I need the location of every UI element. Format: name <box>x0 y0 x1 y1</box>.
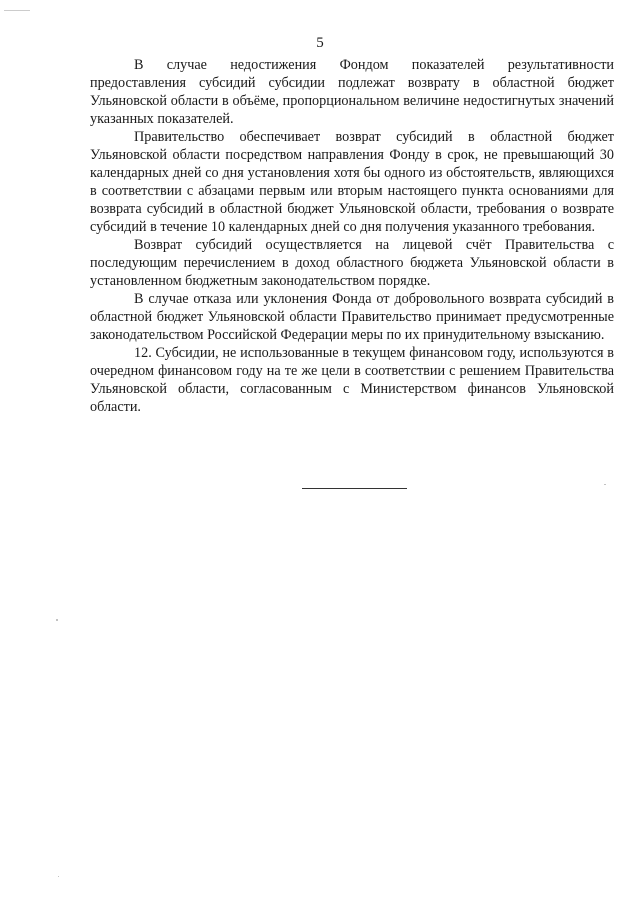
document-body <box>90 56 614 416</box>
paragraph-item-12-unused-subsidies: 12. Субсидии, не использованные в текущем финансовом году, используются в очередном финансовом году на те же цели в соответствии с решением Правительства Ульяновской области, согласованным с Министерством финансов Ульяновской области. <box>90 345 614 415</box>
scan-speck <box>58 876 59 877</box>
paragraph-refund-account: Возврат субсидий осуществляется на лицевой счёт Правительства с последующим перечислением в доход областного бюджета Ульяновской области в установленном бюджетным законодательством порядке. <box>90 237 614 289</box>
scan-speck <box>604 484 606 485</box>
paragraph-refusal-enforcement: В случае отказа или уклонения Фонда от добровольного возврата субсидий в областной бюджет Ульяновской области Правительство принимает предусмотренные законодательством Российской Федерации меры по их принудительному взысканию. <box>90 291 614 343</box>
paragraph-government-ensures-refund: Правительство обеспечивает возврат субсидий в областной бюджет Ульяновской области посредством направления Фонду в срок, не превышающий 30 календарных дней со дня установления хотя бы одного из обстоятельств, являющихся в соответствии с абзацами первым или вторым настоящего пункта основаниями для возврата субсидий в областной бюджет Ульяновской области, требования о возврате субсидий в течение 10 календарных дней со дня получения указанного требования. <box>90 129 614 235</box>
scan-speck <box>4 10 30 11</box>
page-number: 5 <box>316 35 324 51</box>
end-of-text-rule <box>302 488 407 489</box>
scan-speck <box>56 619 58 621</box>
paragraph-refund-on-underperformance: В случае недостижения Фондом показателей результативности предоставления субсидий субсидии подлежат возврату в областной бюджет Ульяновской области в объёме, пропорциональном величине недостигнутых значений указанных показателей. <box>90 57 614 127</box>
